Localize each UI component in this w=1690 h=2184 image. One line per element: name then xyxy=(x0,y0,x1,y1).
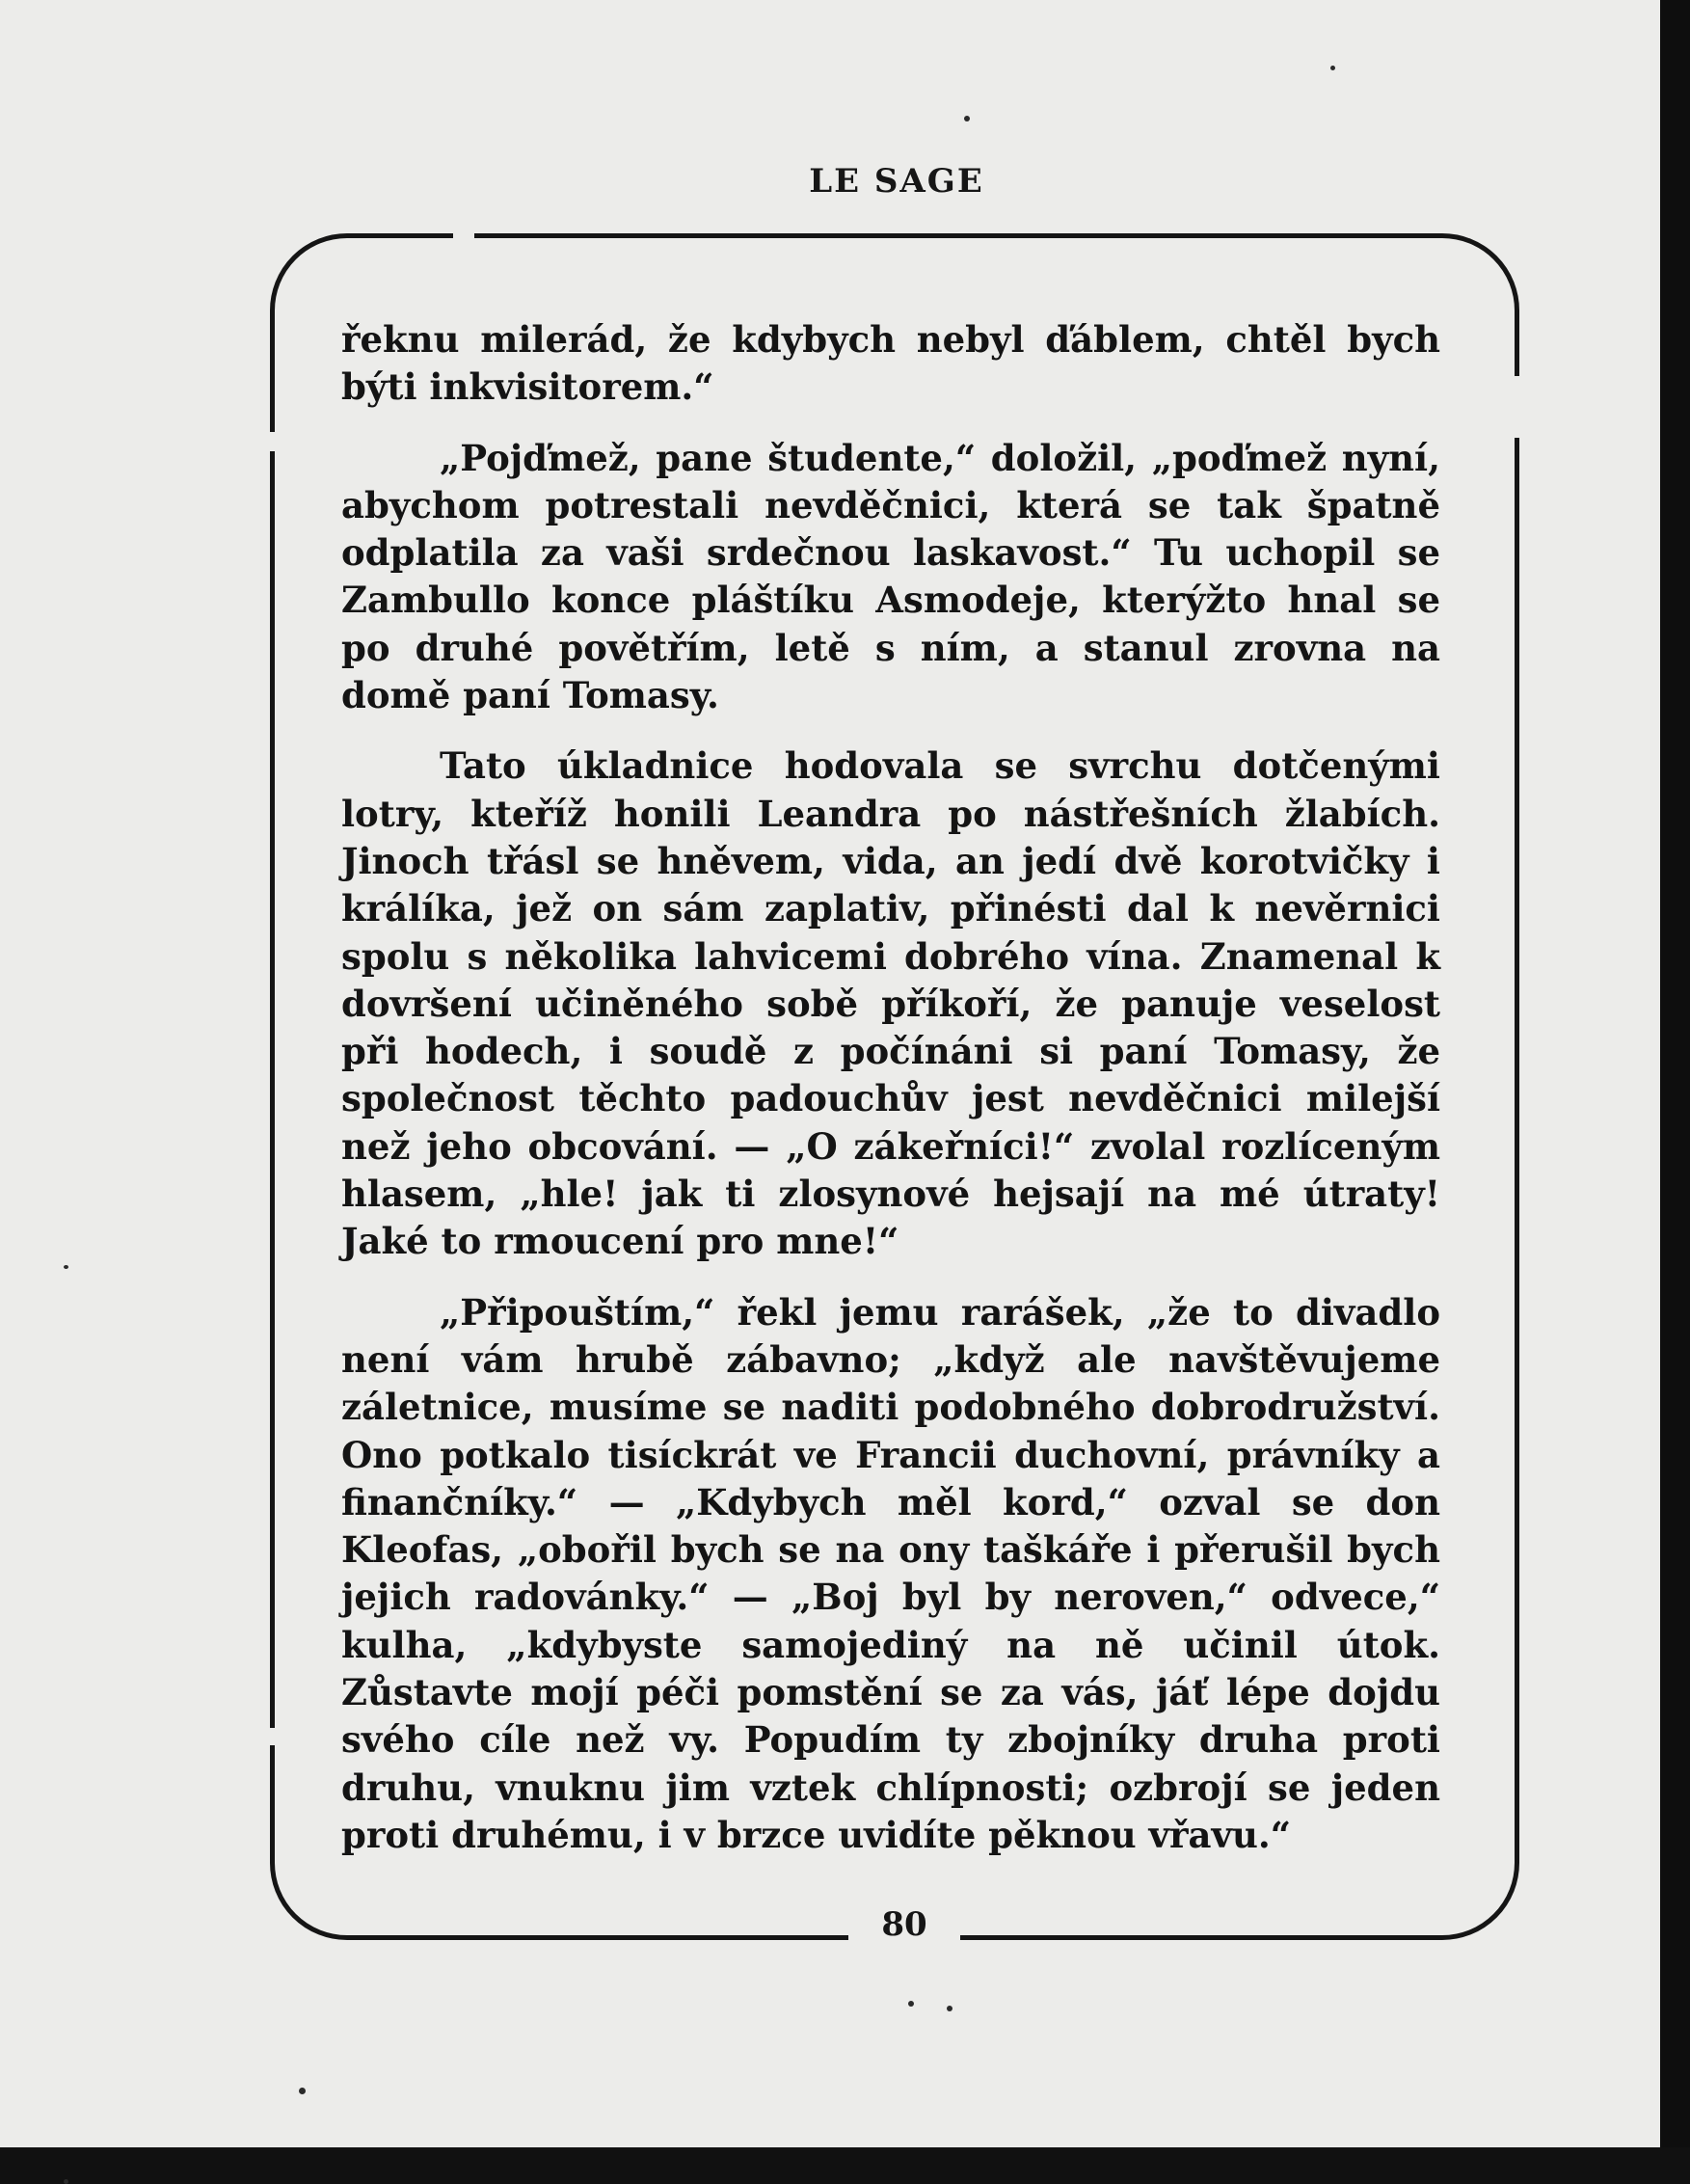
ink-speck xyxy=(64,1265,68,1269)
ink-speck xyxy=(299,2088,306,2094)
page-edge-shadow xyxy=(1660,0,1690,2147)
ink-speck xyxy=(964,116,970,121)
frame-gap-left-lower xyxy=(268,1728,277,1745)
paragraph-2: „Pojďmež, pane študente,“ doložil, „poďmež nyní, abychom potrestali nevděčnici, která se tak špatně odplatila za vaši srdečnou laskavost.“ Tu uchopil se Zambullo konce pláštíku Asmodeje, kterýžto hnal se po druhé povětřím, letě s ním, a stanul zrovna na domě paní Tomasy. xyxy=(341,436,1440,717)
ink-speck xyxy=(64,2179,68,2184)
ink-speck xyxy=(908,2001,914,2007)
frame-gap-top-left xyxy=(453,231,474,240)
paragraph-3: Tato úkladnice hodovala se svrchu dotčenými lotry, kteříž honili Leandra po nástřešních žlabích. Jinoch třásl se hněvem, vida, an jedí dvě korotvičky i králíka, jež on sám zaplativ, přinésti dal k nevěrnici spolu s několika lahvicemi dobrého vína. Znamenal k dovršení učiněného sobě příkoří, že panuje veselost při hodech, i soudě z počínáni si paní Tomasy, že společnost těchto padouchův jest nevděčnici milejší než jeho obcování. — „O zákeřníci!“ zvolal rozlíceným hlasem, „hle! jak ti zlosynové hejsají na mé útraty! Jaké to rmoucení pro mne!“ xyxy=(341,744,1440,1263)
page-number: 80 xyxy=(848,1905,960,1944)
running-head: LE SAGE xyxy=(809,162,984,201)
frame-gap-left-upper xyxy=(268,432,277,451)
paragraph-4: „Připouštím,“ řekl jemu rarášek, „že to divadlo není vám hrubě zábavno; „když ale navštěvujeme záletnice, musíme se naditi podobného dobrodružství. Ono potkalo tisíckrát ve Francii duchovní, právníky a finančníky.“ — „Kdybych měl kord,“ ozval se don Kleofas, „obořil bych se na ony taškáře i přerušil bych jejich radovánky.“ — „Boj byl by neroven,“ odvece,“ kulha, „kdybyste samojediný na ně učinil útok. Zůstavte mojí péči pomstění se za vás, jáť lépe dojdu svého cíle než vy. Popudím ty zbojníky druha proti druhu, vnuknu jim vztek chlípnosti; ozbrojí se jeden proti druhému, i v brzce uvidíte pěknou vřavu.“ xyxy=(341,1290,1440,1856)
frame-gap-right-upper xyxy=(1513,376,1521,438)
ink-speck xyxy=(947,2006,952,2011)
paragraph-1: řeknu milerád, že kdybych nebyl ďáblem, chtěl bych býti inkvisitorem.“ xyxy=(341,318,1440,409)
page-text xyxy=(341,316,1440,1882)
ink-speck xyxy=(1330,66,1335,70)
